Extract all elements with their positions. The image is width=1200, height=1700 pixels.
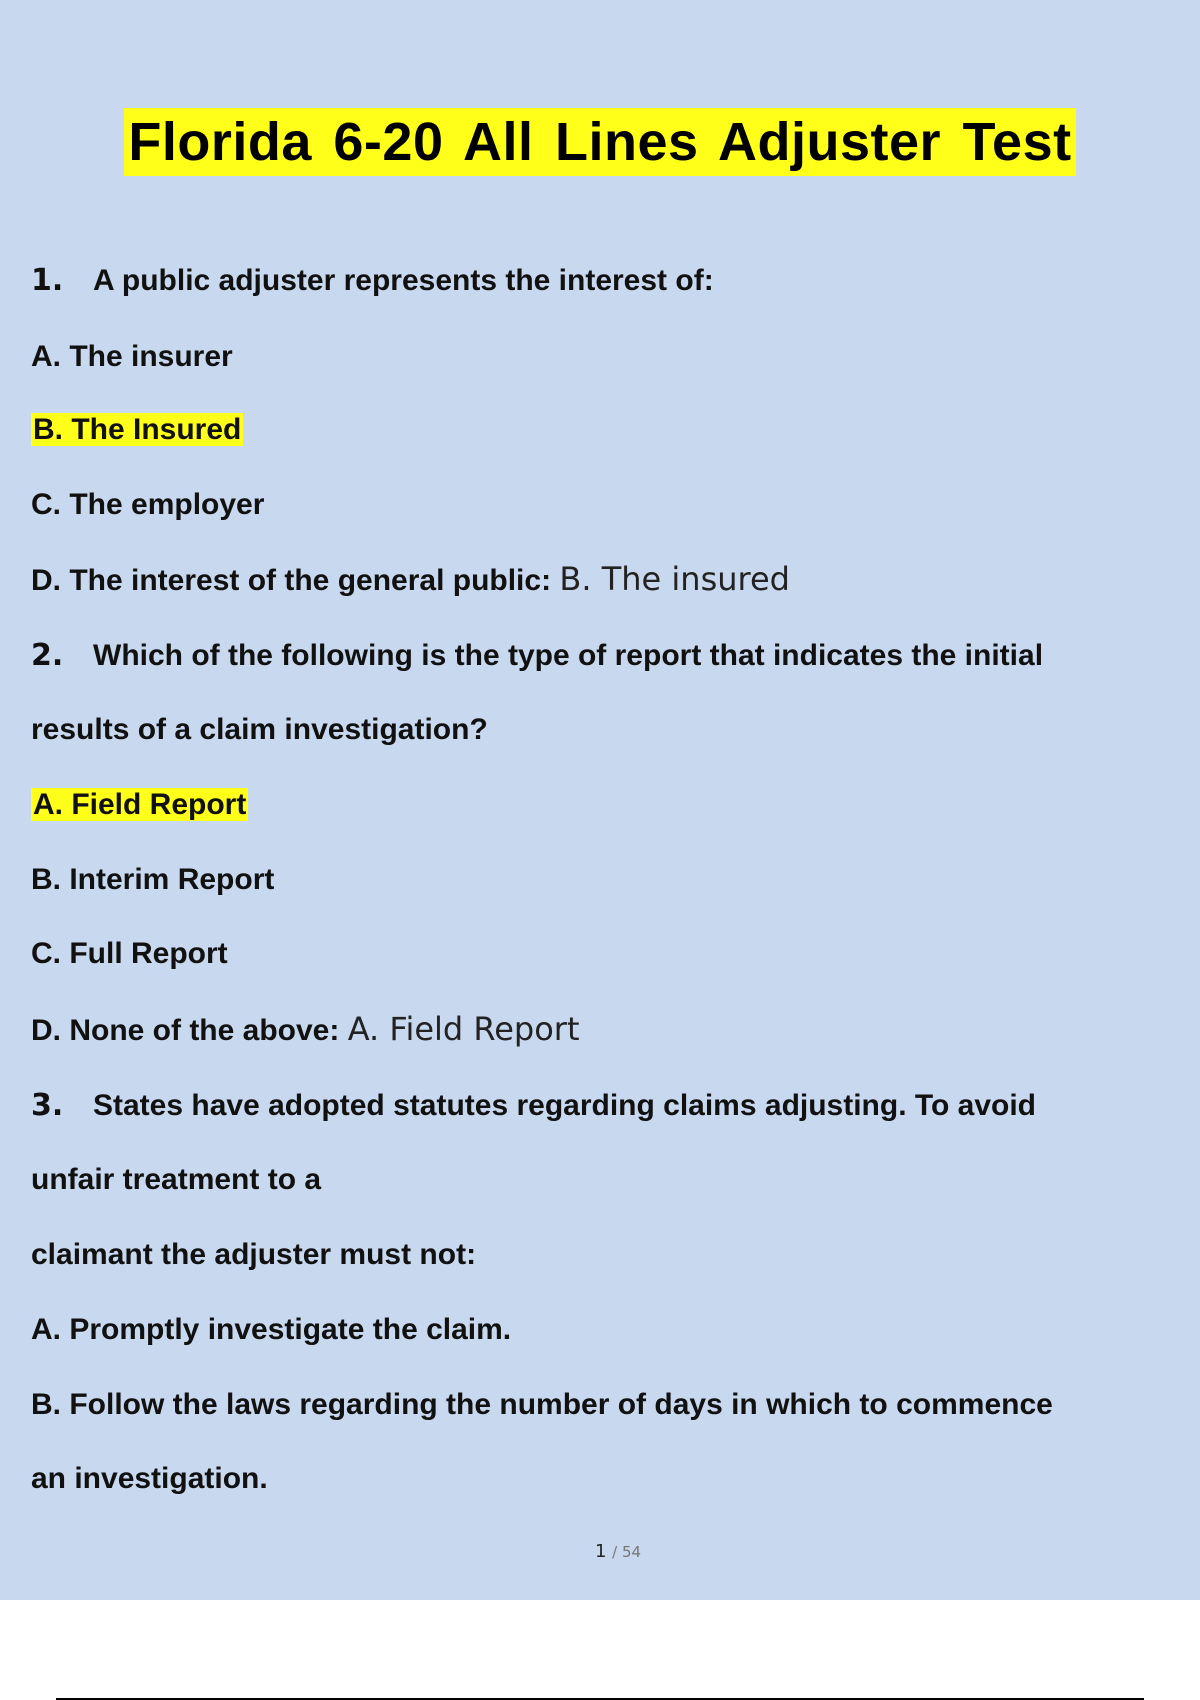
option-text: D. None of the above: xyxy=(31,1014,340,1047)
q2-option-c xyxy=(31,934,228,974)
question-number: 1. xyxy=(31,263,64,298)
question-number: 2. xyxy=(31,638,64,673)
highlighted-option-text: A. Field Report xyxy=(33,788,247,821)
option-text: A. The insurer xyxy=(31,340,233,373)
question-2 xyxy=(31,636,1043,676)
option-text: D. The interest of the general public: xyxy=(31,564,552,597)
option-text: C. The employer xyxy=(31,488,265,521)
q1-option-c xyxy=(31,485,264,525)
q2-option-a xyxy=(31,785,248,825)
total-pages: / 54 xyxy=(612,1543,642,1561)
q1-option-b xyxy=(31,410,243,450)
question-3-continued-2 xyxy=(31,1235,476,1275)
q3-option-a xyxy=(31,1310,511,1350)
answer-text: B. The insured xyxy=(559,560,790,598)
question-2-continued xyxy=(31,710,488,750)
question-number: 3. xyxy=(31,1088,64,1123)
question-1 xyxy=(31,261,714,301)
question-text: results of a claim investigation? xyxy=(31,713,488,746)
q3-option-b-continued xyxy=(31,1459,268,1499)
current-page: 1 xyxy=(594,1541,607,1562)
q2-option-b xyxy=(31,860,274,900)
q1-option-a xyxy=(31,337,233,377)
option-text: B. Follow the laws regarding the number of days in which to commence xyxy=(31,1388,1053,1421)
question-text: claimant the adjuster must not: xyxy=(31,1238,477,1271)
q3-option-b xyxy=(31,1385,1053,1425)
q2-option-d xyxy=(31,1009,579,1051)
option-text: an investigation. xyxy=(31,1462,268,1495)
option-text: A. Promptly investigate the claim. xyxy=(31,1313,512,1346)
question-text: A public adjuster represents the interest of: xyxy=(93,264,714,297)
question-text: Which of the following is the type of report that indicates the initial xyxy=(93,639,1044,672)
answer-text: A. Field Report xyxy=(347,1010,580,1048)
question-text: unfair treatment to a xyxy=(31,1163,322,1196)
question-3-continued xyxy=(31,1160,321,1200)
title-container xyxy=(0,108,1200,176)
q1-option-d xyxy=(31,559,790,601)
highlighted-option-text: B. The Insured xyxy=(33,413,242,446)
question-3 xyxy=(31,1086,1036,1126)
option-text: C. Full Report xyxy=(31,937,228,970)
page-title: Florida 6-20 All Lines Adjuster Test xyxy=(124,108,1075,176)
option-text: B. Interim Report xyxy=(31,863,275,896)
question-text: States have adopted statutes regarding claims adjusting. To avoid xyxy=(93,1089,1036,1122)
page-indicator xyxy=(0,1541,1200,1562)
